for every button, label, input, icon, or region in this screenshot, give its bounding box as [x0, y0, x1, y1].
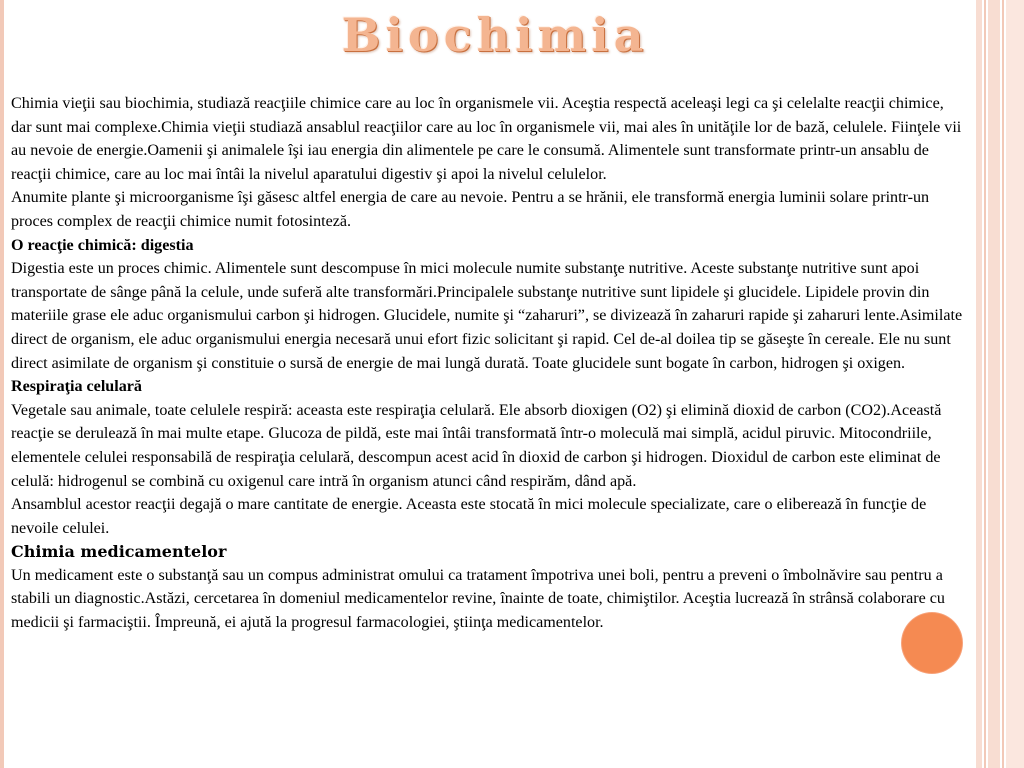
stripe [976, 0, 982, 768]
paragraph-photosynthesis: Anumite plante şi microorganisme îşi găsesc altfel energia de care au nevoie. Pentru a se hrănii, ele transformă energia luminii solare printr-un proces complex de reacţii chimice numit fotosinteză. [11, 189, 930, 230]
paragraph-respiration: Vegetale sau animale, toate celulele respiră: aceasta este respiraţia celulară. Ele absorb dioxigen (O2) şi elimină dioxid de carbon (CO2).Această reacţie se derulează în mai multe etape. Glucoza de pildă, este mai întâi transformată într-o moleculă mai simplă, acidul piruvic. Mitocondriile, elementele celulei responsabilă de respiraţia celulară, descompun acest acid în dioxid de carbon şi hidrogen. Dioxidul de carbon este eliminat de celulă: hidrogenul se combină cu oxigenul care intră în organism atunci când respirăm, dând apă. [11, 401, 942, 490]
stripe [988, 0, 1000, 768]
stripe [1006, 0, 1024, 768]
heading-digestion: O reacţie chimică: digestia [11, 236, 194, 254]
paragraph-medicine: Un medicament este o substanţă sau un compus administrat omului ca tratament împotriva unei boli, pentru a preveni o îmbolnăvire sau pentru a stabili un diagnostic.Astăzi, cercetarea în domeniul medicamentelor revine, înainte de toate, chimiştilor. Aceştia lucrează în strânsă colaborare cu medicii şi farmaciştii. Împreună, ei ajută la progresul farmacologiei, ştiinţa medicamentelor. [11, 566, 945, 632]
right-decorative-stripes [976, 0, 1024, 768]
heading-medicine-chemistry: Chimia medicamentelor [11, 542, 227, 562]
heading-cellular-respiration: Respiraţia celulară [11, 378, 142, 396]
decorative-orange-circle [902, 613, 962, 673]
paragraph-intro: Chimia vieţii sau biochimia, studiază reacţiile chimice care au loc în organismele vii. Aceştia respectă aceleaşi legi ca şi celelalte reacţii chimice, dar sunt mai complexe.Chimia vieţii studiază ansablul reacţiilor care au loc în organismele vii, mai ales în unităţile lor de bază, celulele. Fiinţele vii au nevoie de energie.Oamenii şi animalele îşi iau energia din alimentele pe care le consumă. Alimentele sunt transformate printr-un ansablu de reacţii chimice, care au loc mai întâi la nivelul aparatului digestiv şi apoi la nivelul celulelor. [11, 95, 962, 183]
paragraph-energy: Ansamblul acestor reacţii degajă o mare cantitate de energie. Aceasta este stocată în mici molecule specializate, care o eliberează în funcţie de nevoile celulei. [11, 496, 927, 537]
stripe [984, 0, 986, 768]
slide-title: Biochimia [341, 8, 649, 62]
slide-body [11, 92, 966, 635]
paragraph-digestion: Digestia este un proces chimic. Alimentele sunt descompuse în mici molecule numite substanţe nutritive. Aceste substanţe nutritive sunt apoi transportate de sânge până la celule, unde suferă alte transformări.Principalele substanţe nutritive sunt lipidele şi glucidele. Lipidele provin din materiile grase ele aduc organismului carbon şi hidrogen. Glucidele, numite şi “zaharuri”, se divizează în zaharuri rapide şi zaharuri lente.Asimilate direct de organism, ele aduc organismului energia necesară unui efort fizic solicitant şi rapid. Cel de-al doilea tip se găseşte în cereale. Ele nu sunt direct asimilate de organism şi constituie o sursă de energie de mai lungă durată. Toate glucidele sunt bogate în carbon, hidrogen şi oxigen. [11, 260, 963, 372]
left-border-bar [0, 0, 4, 768]
stripe [1002, 0, 1004, 768]
